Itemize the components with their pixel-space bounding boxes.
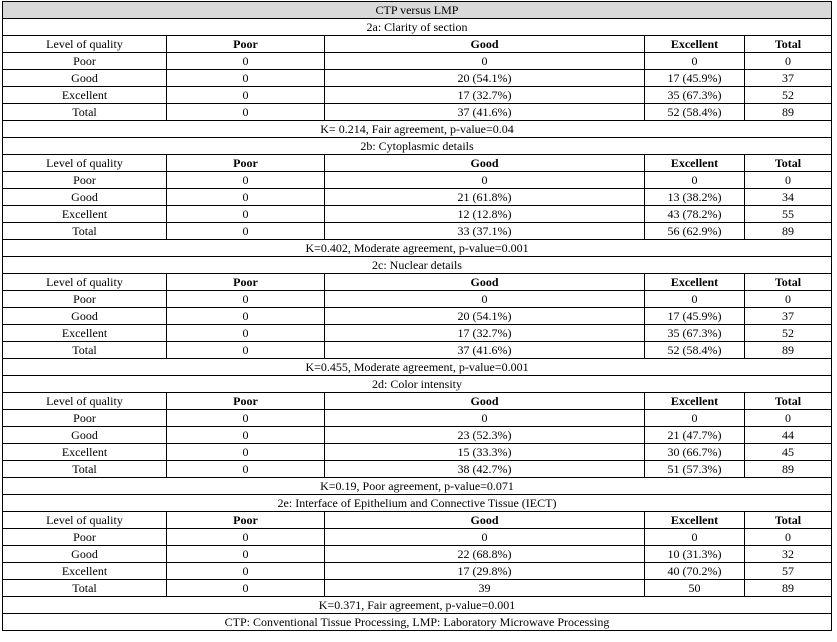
row-label: Poor (3, 410, 167, 427)
column-header: Poor (167, 36, 325, 53)
table-cell: 22 (68.8%) (325, 546, 645, 563)
table-cell: 0 (167, 342, 325, 359)
column-header: Poor (167, 274, 325, 291)
row-label: Total (3, 223, 167, 240)
table-cell: 0 (167, 410, 325, 427)
table-row (3, 223, 832, 240)
kappa-statistic: K=0.371, Fair agreement, p-value=0.001 (3, 597, 832, 614)
column-header: Total (745, 274, 832, 291)
table-cell: 0 (167, 308, 325, 325)
column-header: Good (325, 274, 645, 291)
table-row (3, 325, 832, 342)
stat-row (3, 240, 832, 257)
table-cell: 0 (645, 291, 745, 308)
column-header: Excellent (645, 393, 745, 410)
table-cell: 21 (47.7%) (645, 427, 745, 444)
row-label: Total (3, 342, 167, 359)
table-cell: 0 (167, 580, 325, 597)
table-cell: 0 (167, 529, 325, 546)
section-title-row (3, 495, 832, 512)
results-table-container (2, 1, 832, 631)
table-cell: 37 (41.6%) (325, 342, 645, 359)
table-cell: 0 (745, 529, 832, 546)
table-cell: 39 (325, 580, 645, 597)
table-cell: 37 (745, 308, 832, 325)
table-cell: 17 (45.9%) (645, 308, 745, 325)
table-row (3, 461, 832, 478)
table-cell: 15 (33.3%) (325, 444, 645, 461)
table-cell: 57 (745, 563, 832, 580)
table-cell: 37 (745, 70, 832, 87)
section-title: 2a: Clarity of section (3, 19, 832, 36)
row-label: Good (3, 308, 167, 325)
section-title-row (3, 257, 832, 274)
table-cell: 50 (645, 580, 745, 597)
column-header: Excellent (645, 512, 745, 529)
table-cell: 12 (12.8%) (325, 206, 645, 223)
column-header: Total (745, 155, 832, 172)
table-row (3, 70, 832, 87)
table-cell: 0 (167, 53, 325, 70)
table-cell: 0 (745, 291, 832, 308)
table-row (3, 104, 832, 121)
column-header: Total (745, 393, 832, 410)
table-cell: 35 (67.3%) (645, 87, 745, 104)
row-label: Poor (3, 529, 167, 546)
table-cell: 0 (167, 87, 325, 104)
table-cell: 40 (70.2%) (645, 563, 745, 580)
column-header-row (3, 274, 832, 291)
kappa-statistic: K=0.455, Moderate agreement, p-value=0.001 (3, 359, 832, 376)
table-title: CTP versus LMP (3, 2, 832, 19)
table-row (3, 427, 832, 444)
table-cell: 34 (745, 189, 832, 206)
table-cell: 0 (167, 206, 325, 223)
table-cell: 0 (325, 410, 645, 427)
stat-row (3, 597, 832, 614)
row-label: Total (3, 580, 167, 597)
column-header: Good (325, 36, 645, 53)
row-label: Total (3, 104, 167, 121)
table-row (3, 308, 832, 325)
column-header: Excellent (645, 274, 745, 291)
table-cell: 0 (167, 70, 325, 87)
column-header: Level of quality (3, 393, 167, 410)
table-cell: 52 (745, 87, 832, 104)
section-title-row (3, 376, 832, 393)
table-cell: 32 (745, 546, 832, 563)
table-cell: 0 (167, 461, 325, 478)
table-cell: 0 (167, 563, 325, 580)
section-title: 2b: Cytoplasmic details (3, 138, 832, 155)
column-header: Good (325, 393, 645, 410)
kappa-statistic: K=0.402, Moderate agreement, p-value=0.001 (3, 240, 832, 257)
table-cell: 55 (745, 206, 832, 223)
table-title-row (3, 2, 832, 19)
row-label: Excellent (3, 444, 167, 461)
table-cell: 89 (745, 342, 832, 359)
table-cell: 0 (167, 427, 325, 444)
column-header: Poor (167, 512, 325, 529)
table-cell: 51 (57.3%) (645, 461, 745, 478)
column-header: Excellent (645, 36, 745, 53)
footnote-row (3, 614, 832, 631)
table-cell: 56 (62.9%) (645, 223, 745, 240)
column-header-row (3, 155, 832, 172)
table-cell: 17 (32.7%) (325, 87, 645, 104)
table-cell: 0 (745, 53, 832, 70)
table-cell: 20 (54.1%) (325, 70, 645, 87)
column-header: Level of quality (3, 512, 167, 529)
column-header: Total (745, 36, 832, 53)
table-cell: 0 (645, 410, 745, 427)
table-cell: 43 (78.2%) (645, 206, 745, 223)
table-cell: 0 (167, 189, 325, 206)
table-row (3, 580, 832, 597)
table-row (3, 563, 832, 580)
row-label: Good (3, 546, 167, 563)
table-cell: 0 (325, 53, 645, 70)
section-title: 2e: Interface of Epithelium and Connective Tissue (IECT) (3, 495, 832, 512)
row-label: Poor (3, 291, 167, 308)
stat-row (3, 121, 832, 138)
row-label: Poor (3, 53, 167, 70)
table-cell: 33 (37.1%) (325, 223, 645, 240)
table-row (3, 87, 832, 104)
column-header: Level of quality (3, 36, 167, 53)
table-cell: 0 (645, 172, 745, 189)
table-cell: 37 (41.6%) (325, 104, 645, 121)
table-cell: 0 (167, 546, 325, 563)
row-label: Excellent (3, 87, 167, 104)
table-cell: 0 (167, 444, 325, 461)
column-header: Good (325, 512, 645, 529)
table-cell: 89 (745, 223, 832, 240)
table-cell: 10 (31.3%) (645, 546, 745, 563)
kappa-statistic: K=0.19, Poor agreement, p-value=0.071 (3, 478, 832, 495)
table-cell: 0 (745, 172, 832, 189)
row-label: Excellent (3, 206, 167, 223)
row-label: Good (3, 189, 167, 206)
table-cell: 0 (745, 410, 832, 427)
table-cell: 0 (645, 529, 745, 546)
table-cell: 52 (745, 325, 832, 342)
table-row (3, 53, 832, 70)
table-cell: 0 (167, 223, 325, 240)
table-cell: 52 (58.4%) (645, 342, 745, 359)
table-cell: 17 (32.7%) (325, 325, 645, 342)
table-row (3, 444, 832, 461)
table-cell: 89 (745, 461, 832, 478)
table-cell: 45 (745, 444, 832, 461)
row-label: Total (3, 461, 167, 478)
table-cell: 0 (167, 104, 325, 121)
table-cell: 0 (325, 291, 645, 308)
table-cell: 0 (645, 53, 745, 70)
table-cell: 38 (42.7%) (325, 461, 645, 478)
table-cell: 0 (167, 291, 325, 308)
table-cell: 89 (745, 104, 832, 121)
table-row (3, 410, 832, 427)
table-cell: 21 (61.8%) (325, 189, 645, 206)
row-label: Excellent (3, 325, 167, 342)
table-cell: 0 (167, 172, 325, 189)
section-title: 2d: Color intensity (3, 376, 832, 393)
table-cell: 0 (325, 172, 645, 189)
row-label: Excellent (3, 563, 167, 580)
column-header-row (3, 36, 832, 53)
column-header-row (3, 512, 832, 529)
table-cell: 20 (54.1%) (325, 308, 645, 325)
ctp-vs-lmp-table (2, 1, 832, 631)
table-row (3, 291, 832, 308)
table-cell: 89 (745, 580, 832, 597)
column-header: Poor (167, 155, 325, 172)
table-row (3, 206, 832, 223)
table-row (3, 546, 832, 563)
column-header: Total (745, 512, 832, 529)
table-cell: 44 (745, 427, 832, 444)
table-cell: 17 (45.9%) (645, 70, 745, 87)
row-label: Good (3, 427, 167, 444)
column-header: Excellent (645, 155, 745, 172)
column-header: Good (325, 155, 645, 172)
stat-row (3, 478, 832, 495)
table-cell: 13 (38.2%) (645, 189, 745, 206)
row-label: Poor (3, 172, 167, 189)
column-header: Level of quality (3, 155, 167, 172)
column-header: Poor (167, 393, 325, 410)
footnote: CTP: Conventional Tissue Processing, LMP: Laboratory Microwave Processing (3, 614, 832, 631)
table-cell: 30 (66.7%) (645, 444, 745, 461)
table-cell: 52 (58.4%) (645, 104, 745, 121)
row-label: Good (3, 70, 167, 87)
section-title-row (3, 19, 832, 36)
stat-row (3, 359, 832, 376)
column-header-row (3, 393, 832, 410)
section-title-row (3, 138, 832, 155)
table-row (3, 342, 832, 359)
section-title: 2c: Nuclear details (3, 257, 832, 274)
table-cell: 35 (67.3%) (645, 325, 745, 342)
table-cell: 0 (167, 325, 325, 342)
table-row (3, 189, 832, 206)
table-cell: 23 (52.3%) (325, 427, 645, 444)
column-header: Level of quality (3, 274, 167, 291)
kappa-statistic: K= 0.214, Fair agreement, p-value=0.04 (3, 121, 832, 138)
table-cell: 0 (325, 529, 645, 546)
table-row (3, 172, 832, 189)
table-row (3, 529, 832, 546)
table-cell: 17 (29.8%) (325, 563, 645, 580)
